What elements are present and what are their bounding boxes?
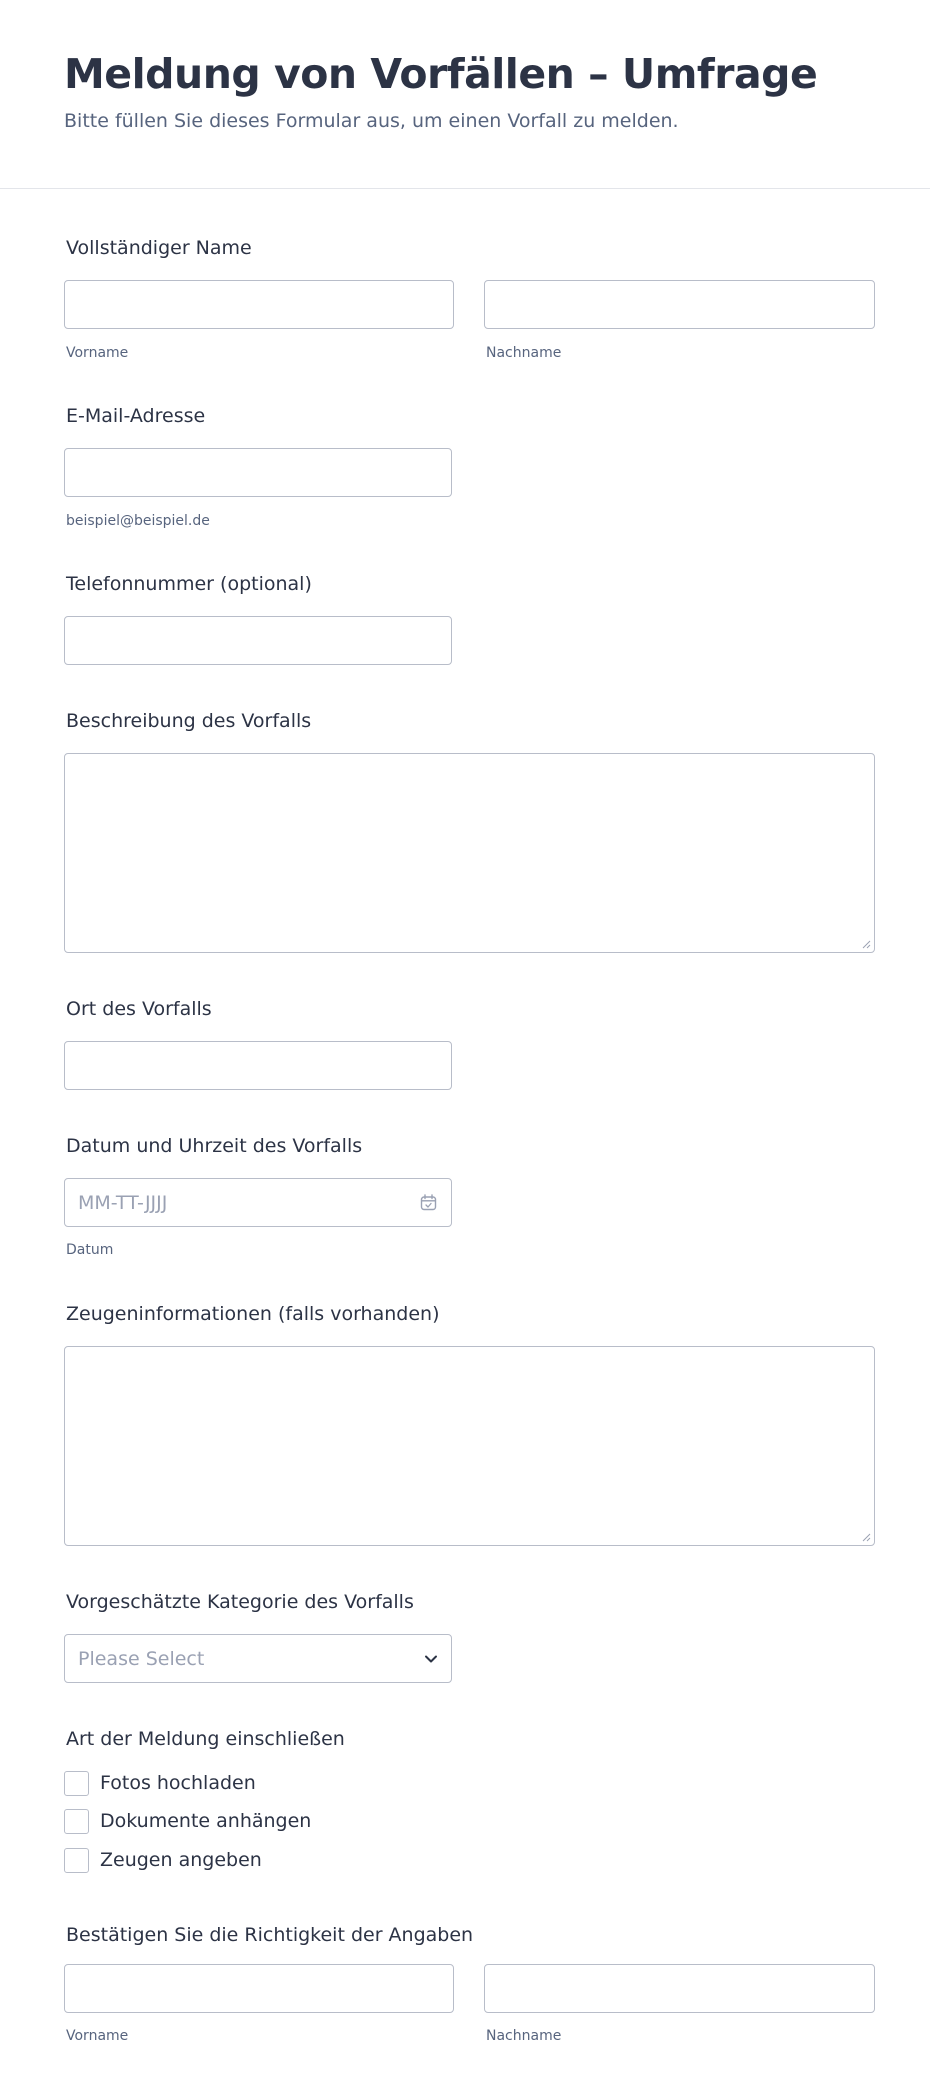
checkbox-option-documents[interactable] [64, 1808, 311, 1834]
email-label: E-Mail-Adresse [66, 405, 206, 427]
checkbox[interactable] [64, 1771, 89, 1796]
category-placeholder: Please Select [78, 1647, 205, 1670]
checkbox[interactable] [64, 1809, 89, 1834]
confirm-last-name-sublabel: Nachname [486, 2028, 562, 2044]
chevron-down-icon [423, 1651, 439, 1667]
last-name-sublabel: Nachname [486, 345, 562, 361]
form-title: Meldung von Vorfällen – Umfrage [64, 50, 818, 98]
checkbox-label[interactable]: Dokumente anhängen [100, 1810, 312, 1832]
confirm-last-name-input[interactable] [484, 1964, 875, 2013]
location-input[interactable] [64, 1041, 452, 1090]
checkbox[interactable] [64, 1848, 89, 1873]
last-name-input[interactable] [484, 280, 875, 329]
category-select[interactable] [64, 1634, 452, 1683]
checkbox-option-photos[interactable] [64, 1770, 256, 1796]
report-type-label: Art der Meldung einschließen [66, 1728, 345, 1750]
date-input[interactable] [64, 1178, 452, 1227]
form-subtitle: Bitte füllen Sie dieses Formular aus, um einen Vorfall zu melden. [64, 110, 679, 132]
form-header [0, 0, 930, 189]
location-label: Ort des Vorfalls [66, 998, 212, 1020]
category-label: Vorgeschätzte Kategorie des Vorfalls [66, 1591, 414, 1613]
first-name-sublabel: Vorname [66, 345, 129, 361]
witness-textarea[interactable] [64, 1346, 875, 1546]
full-name-label: Vollständiger Name [66, 237, 252, 259]
email-input[interactable] [64, 448, 452, 497]
confirm-label: Bestätigen Sie die Richtigkeit der Angaben [66, 1924, 474, 1946]
description-label: Beschreibung des Vorfalls [66, 710, 312, 732]
checkbox-label[interactable]: Fotos hochladen [100, 1772, 256, 1794]
datetime-label: Datum und Uhrzeit des Vorfalls [66, 1135, 363, 1157]
checkbox-option-witnesses[interactable] [64, 1847, 262, 1873]
email-sublabel: beispiel@beispiel.de [66, 513, 210, 529]
phone-label: Telefonnummer (optional) [66, 573, 312, 595]
checkbox-label[interactable]: Zeugen angeben [100, 1849, 262, 1871]
date-sublabel: Datum [66, 1242, 114, 1258]
confirm-first-name-sublabel: Vorname [66, 2028, 129, 2044]
first-name-input[interactable] [64, 280, 454, 329]
witness-label: Zeugeninformationen (falls vorhanden) [66, 1303, 440, 1325]
resize-grip-icon[interactable] [861, 1532, 871, 1542]
calendar-icon[interactable] [419, 1194, 437, 1212]
confirm-first-name-input[interactable] [64, 1964, 454, 2013]
date-placeholder: MM-TT-JJJJ [78, 1191, 168, 1214]
resize-grip-icon[interactable] [861, 939, 871, 949]
phone-input[interactable] [64, 616, 452, 665]
description-textarea[interactable] [64, 753, 875, 953]
